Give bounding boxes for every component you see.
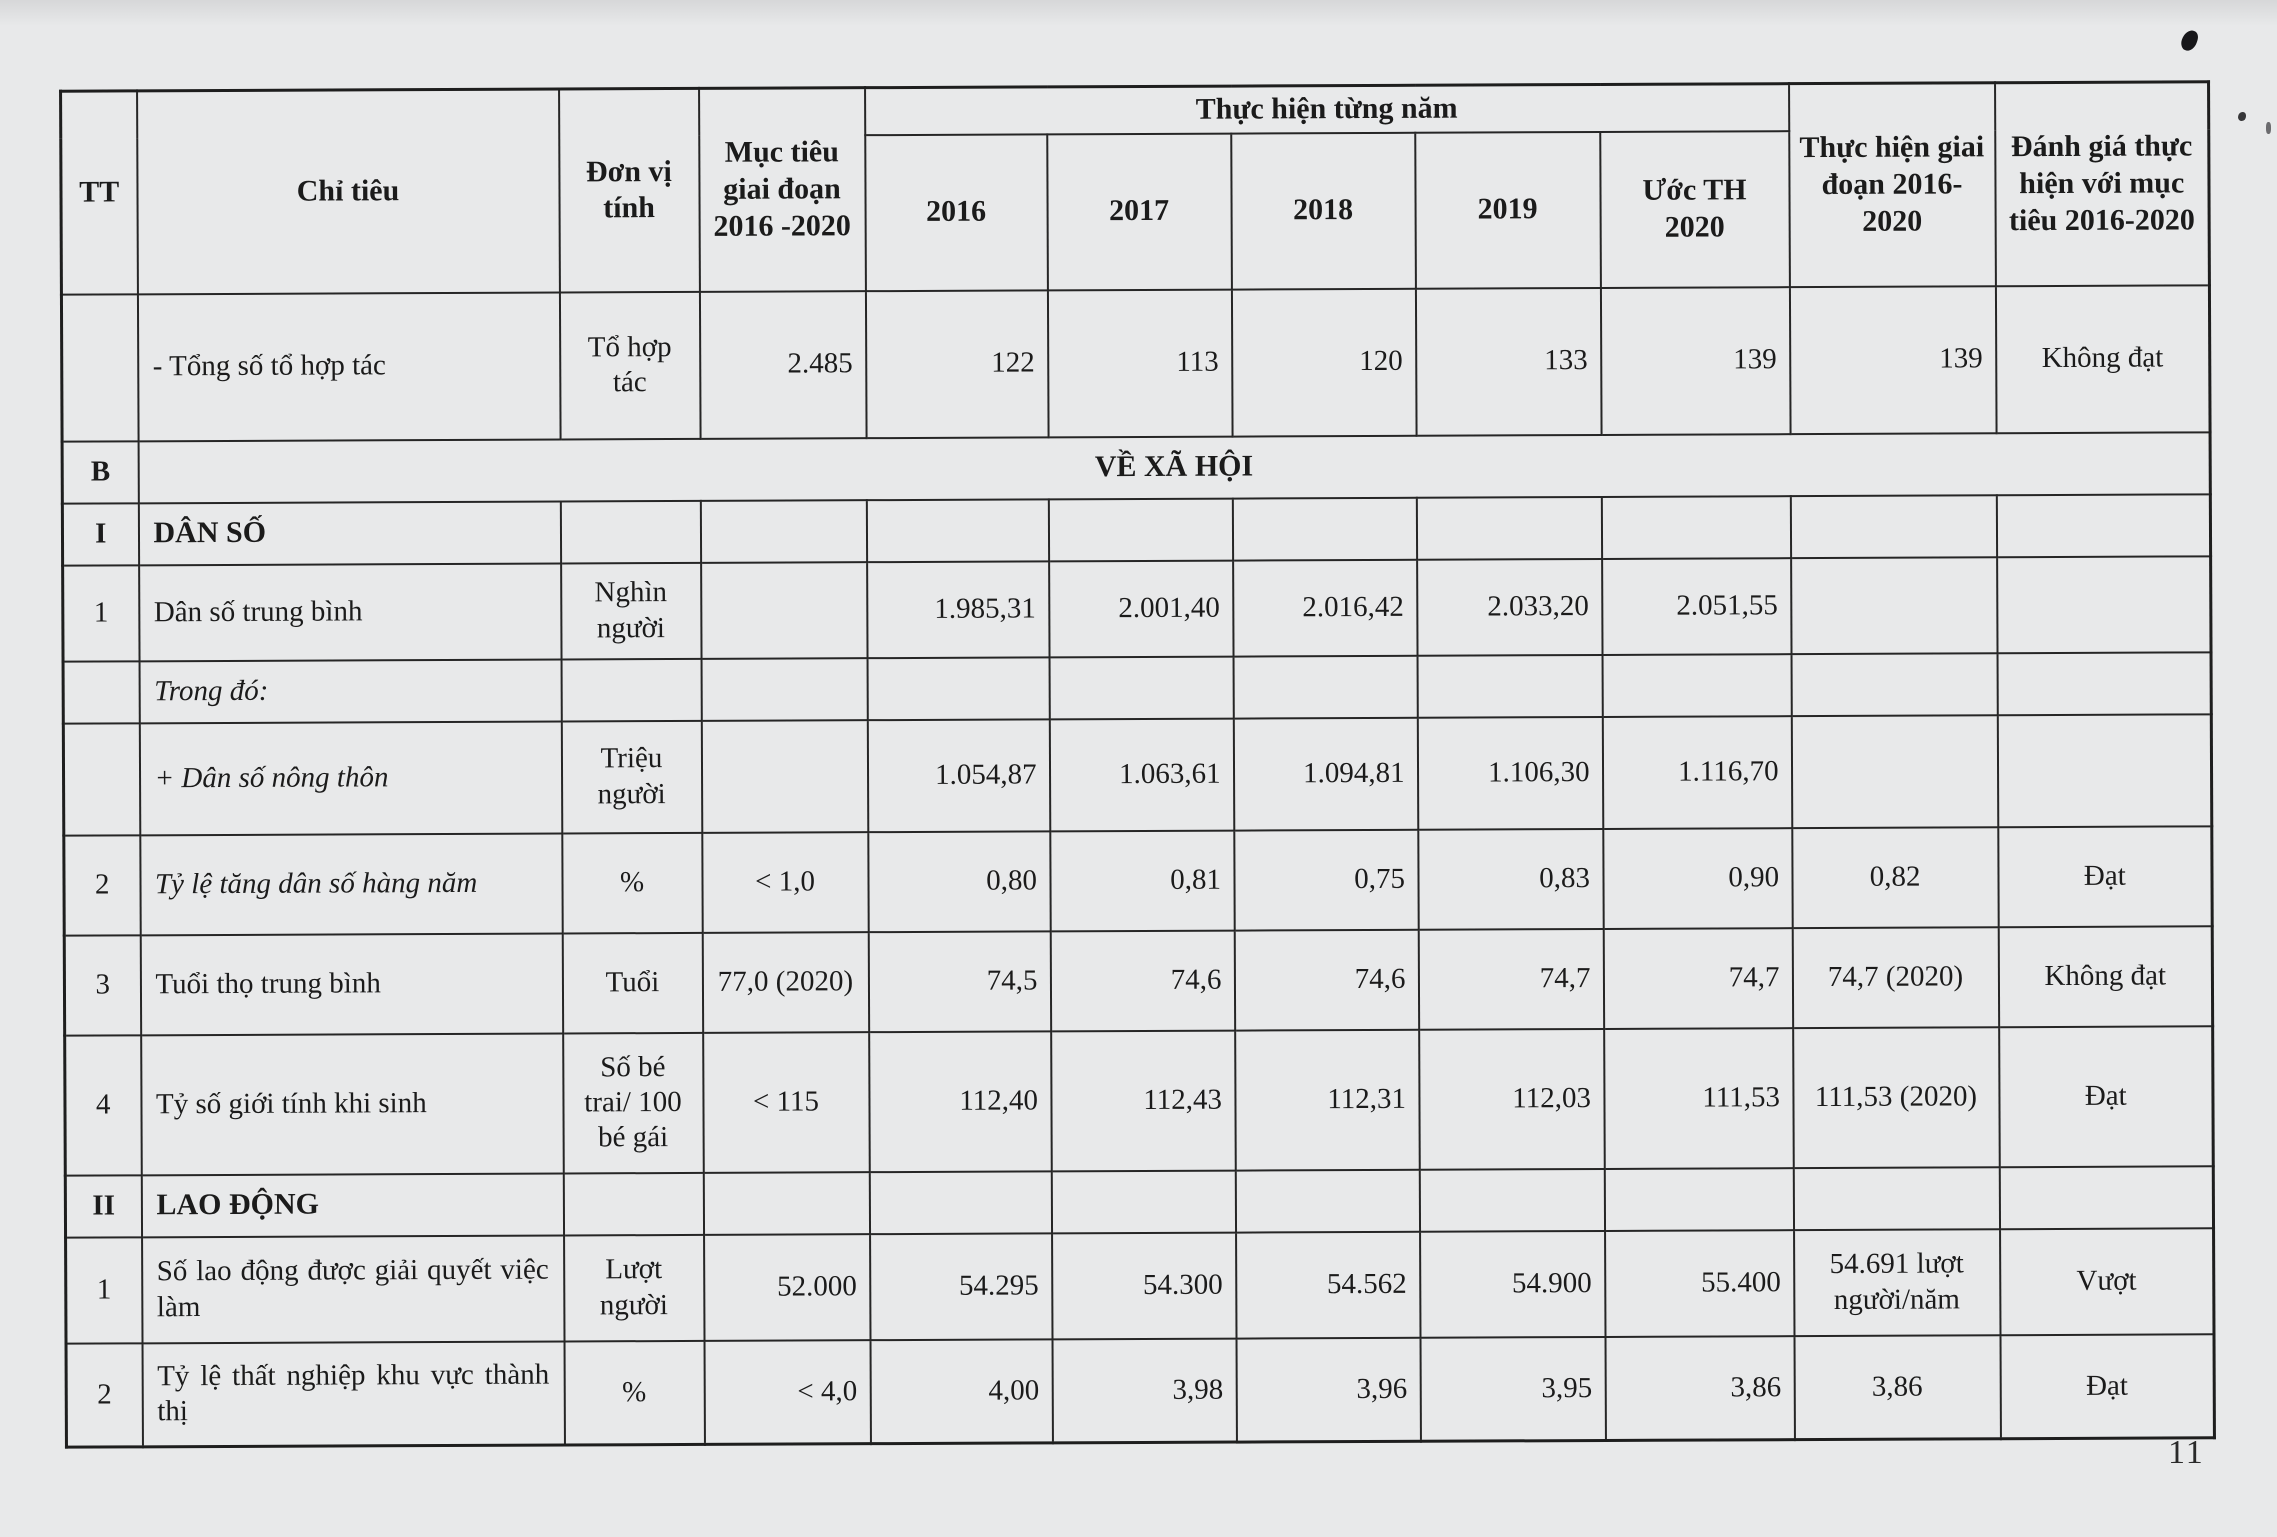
value-cell: Không đạt [1998, 926, 2212, 1027]
table-row [63, 714, 2211, 835]
header-row-top [61, 82, 2209, 138]
value-cell: 2.016,42 [1233, 559, 1417, 656]
value-cell [701, 658, 867, 721]
value-cell: 133 [1415, 288, 1601, 436]
value-cell: 1.094,81 [1233, 717, 1417, 830]
value-cell: 0,81 [1050, 830, 1234, 931]
row-label-cell: Tỷ số giới tính khi sinh [141, 1033, 564, 1175]
value-cell: 139 [1600, 287, 1790, 435]
value-cell: Nghìn người [561, 562, 701, 659]
empty-cell [1793, 1167, 1999, 1230]
value-cell [1997, 652, 2211, 715]
value-cell [1602, 654, 1791, 717]
value-cell: 1.985,31 [867, 561, 1049, 658]
value-cell: 122 [865, 290, 1048, 438]
header-year-2016: 2016 [865, 134, 1048, 291]
value-cell: Tổ hợp tác [559, 291, 700, 439]
value-cell: 54.900 [1420, 1231, 1605, 1338]
row-index-cell: B [62, 441, 138, 503]
section-title-cell: DÂN SỐ [138, 501, 560, 565]
value-cell: 74,7 [1418, 929, 1603, 1030]
table-row [65, 1026, 2214, 1175]
row-index-cell: 2 [66, 1343, 142, 1447]
section-row [62, 432, 2210, 503]
row-index-cell [61, 294, 138, 441]
table-row [66, 1334, 2214, 1447]
table-row [66, 1228, 2214, 1343]
value-cell [867, 657, 1049, 720]
value-cell: 74,5 [868, 931, 1050, 1032]
empty-cell [1235, 1169, 1419, 1232]
value-cell: 2.051,55 [1602, 558, 1791, 655]
indicators-table-wrapper [59, 80, 2213, 1448]
empty-cell [1604, 1168, 1793, 1231]
header-tt: TT [61, 91, 138, 294]
header-year-2019: 2019 [1415, 132, 1601, 289]
page-number: 11 [2168, 1434, 2205, 1471]
value-cell [701, 562, 867, 659]
row-label-cell: Số lao động được giải quyết việc làm [142, 1235, 564, 1343]
value-cell: 55.400 [1605, 1230, 1794, 1337]
value-cell: < 115 [703, 1032, 870, 1173]
empty-cell [1601, 496, 1790, 559]
table-row [64, 926, 2212, 1035]
header-danh-gia: Đánh giá thực hiện với mục tiêu 2016-2020 [1995, 82, 2210, 286]
value-cell [1791, 715, 1997, 828]
value-cell: < 1,0 [702, 832, 868, 933]
header-year-uoc-th-2020: Ước TH 2020 [1600, 131, 1790, 288]
ink-blot [2179, 28, 2200, 53]
table-row [64, 826, 2212, 935]
value-cell: 2.033,20 [1417, 559, 1602, 656]
value-cell [1997, 556, 2211, 653]
value-cell: 3,86 [1794, 1335, 2000, 1440]
value-cell: 1.106,30 [1417, 717, 1602, 830]
value-cell: 74,6 [1050, 930, 1234, 1031]
row-index-cell [63, 723, 139, 835]
value-cell: 1.116,70 [1602, 716, 1792, 829]
value-cell: Đạt [1999, 1026, 2214, 1167]
header-muc-tieu: Mục tiêu giai đoạn 2016 -2020 [699, 88, 866, 292]
value-cell: 74,7 (2020) [1792, 927, 1998, 1028]
value-cell: Triệu người [561, 720, 701, 833]
row-index-cell: 3 [64, 935, 140, 1035]
value-cell [1791, 653, 1997, 716]
header-year-2017: 2017 [1047, 133, 1232, 290]
empty-cell [1416, 497, 1601, 560]
value-cell: 112,31 [1235, 1029, 1420, 1170]
row-label-cell: Tỷ lệ thất nghiệp khu vực thành thị [142, 1341, 564, 1447]
value-cell [1791, 557, 1997, 654]
value-cell: 0,83 [1418, 829, 1603, 930]
value-cell: Đạt [2000, 1334, 2214, 1439]
value-cell: 3,86 [1605, 1336, 1794, 1441]
empty-cell [700, 500, 866, 563]
row-index-cell: II [65, 1175, 141, 1237]
row-label-cell: - Tổng số tổ hợp tác [137, 292, 560, 441]
ink-blot [2266, 122, 2271, 134]
value-cell: Không đạt [1995, 285, 2210, 433]
value-cell [1417, 655, 1602, 718]
empty-cell [1048, 498, 1232, 561]
value-cell: % [562, 832, 702, 933]
value-cell: 74,7 [1603, 928, 1792, 1029]
value-cell: 74,6 [1234, 929, 1418, 1030]
empty-cell [1232, 497, 1416, 560]
row-label-cell: Dân số trung bình [139, 563, 561, 661]
value-cell: 111,53 [1604, 1028, 1794, 1169]
value-cell [1049, 656, 1233, 719]
value-cell: 4,00 [870, 1339, 1052, 1444]
value-cell [1997, 714, 2211, 827]
section-row [62, 494, 2210, 565]
value-cell: % [564, 1340, 704, 1445]
value-cell: 54.562 [1236, 1231, 1420, 1338]
value-cell: 54.295 [870, 1233, 1052, 1340]
ink-blot [2238, 112, 2246, 121]
value-cell: 2.001,40 [1049, 560, 1233, 657]
value-cell: Vượt [2000, 1228, 2214, 1335]
value-cell: 0,82 [1792, 827, 1998, 928]
header-thuc-hien-tung-nam: Thực hiện từng năm [865, 84, 1789, 135]
value-cell: 0,90 [1603, 828, 1792, 929]
section-row [65, 1166, 2213, 1237]
row-index-cell: 2 [64, 835, 140, 935]
value-cell: 113 [1047, 289, 1232, 437]
empty-cell [703, 1172, 869, 1235]
value-cell: Lượt người [564, 1234, 704, 1341]
value-cell: 0,80 [868, 831, 1050, 932]
indicators-table [59, 80, 2216, 1448]
value-cell: 52.000 [704, 1234, 870, 1341]
empty-cell [1999, 1166, 2213, 1229]
value-cell [1233, 655, 1417, 718]
value-cell: < 4,0 [704, 1340, 870, 1445]
value-cell: 3,98 [1052, 1338, 1236, 1443]
header-don-vi-tinh: Đơn vị tính [559, 88, 700, 292]
row-index-cell: 1 [63, 565, 139, 661]
header-chi-tieu: Chỉ tiêu [137, 89, 560, 294]
row-index-cell: 4 [65, 1035, 142, 1175]
value-cell: 120 [1231, 288, 1416, 436]
value-cell: 2.485 [699, 291, 866, 439]
value-cell: 0,75 [1234, 829, 1418, 930]
row-index-cell: I [62, 503, 138, 565]
table-header [61, 82, 2210, 294]
value-cell: 111,53 (2020) [1793, 1027, 2000, 1168]
table-row [63, 556, 2211, 661]
section-title-cell: VỀ XÃ HỘI [138, 432, 2210, 503]
value-cell: Đạt [1998, 826, 2212, 927]
table-row [61, 285, 2210, 441]
row-index-cell [63, 661, 139, 723]
empty-cell [866, 499, 1048, 562]
value-cell: 54.691 lượt người/năm [1794, 1229, 2000, 1336]
empty-cell [1996, 494, 2210, 557]
table-row [63, 652, 2211, 723]
row-label-cell: + Dân số nông thôn [139, 721, 561, 835]
value-cell: 3,96 [1236, 1337, 1420, 1442]
value-cell [701, 720, 867, 833]
value-cell: 3,95 [1420, 1337, 1605, 1442]
empty-cell [563, 1172, 703, 1235]
row-index-cell: 1 [66, 1237, 142, 1343]
value-cell [561, 658, 701, 721]
header-thuc-hien-giai-doan: Thực hiện giai đoạn 2016- 2020 [1789, 83, 1996, 287]
empty-cell [560, 500, 700, 563]
value-cell: 1.054,87 [867, 719, 1049, 832]
empty-cell [1790, 495, 1996, 558]
scan-shadow [0, 0, 2277, 26]
value-cell: 77,0 (2020) [702, 932, 868, 1033]
empty-cell [1051, 1170, 1235, 1233]
empty-cell [869, 1171, 1051, 1234]
value-cell: Tuổi [562, 932, 702, 1033]
value-cell: 112,43 [1051, 1030, 1236, 1171]
section-title-cell: LAO ĐỘNG [141, 1173, 563, 1237]
value-cell: 139 [1789, 286, 1996, 434]
header-year-2018: 2018 [1231, 132, 1416, 289]
empty-cell [1419, 1169, 1604, 1232]
value-cell: 54.300 [1052, 1232, 1236, 1339]
row-label-cell: Tỷ lệ tăng dân số hàng năm [140, 833, 562, 935]
value-cell: 112,03 [1419, 1029, 1605, 1170]
value-cell: 1.063,61 [1049, 718, 1233, 831]
value-cell: Số bé trai/ 100 bé gái [563, 1032, 704, 1173]
value-cell: 112,40 [869, 1031, 1052, 1172]
row-label-cell: Tuổi thọ trung bình [140, 933, 562, 1035]
table-body [61, 285, 2214, 1447]
row-label-cell: Trong đó: [139, 659, 561, 723]
